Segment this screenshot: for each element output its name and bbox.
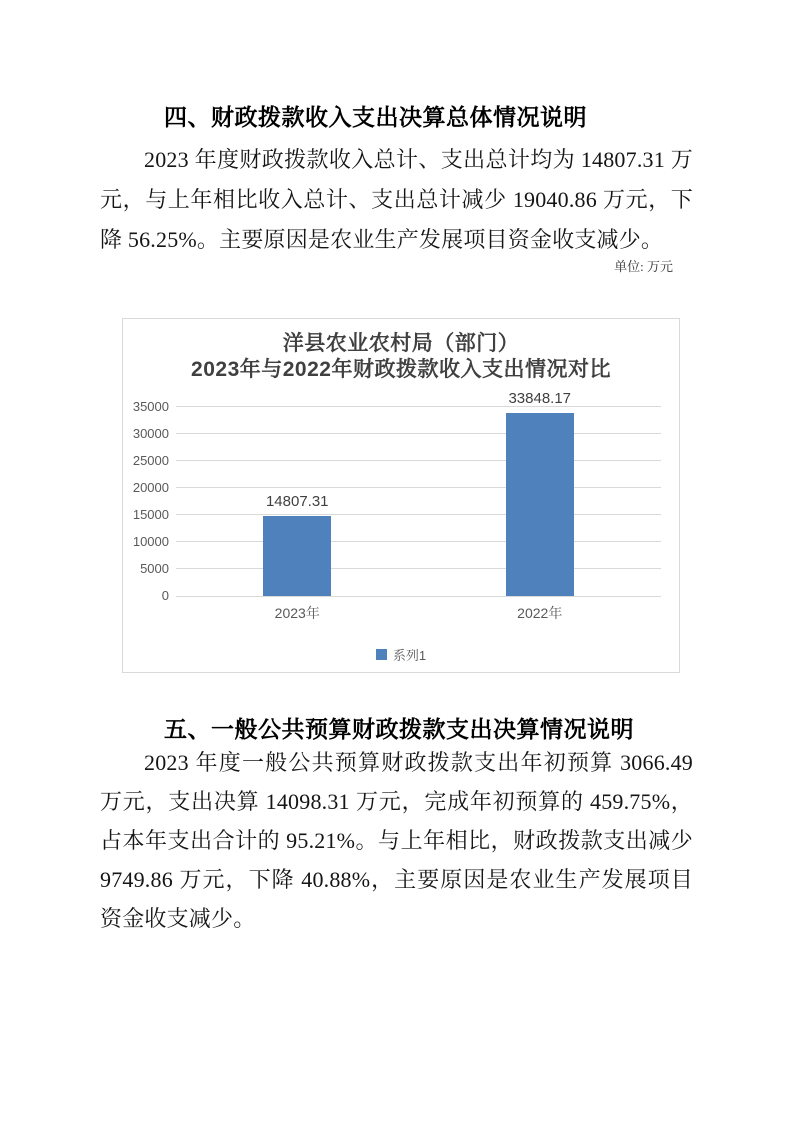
chart-title: [123, 331, 679, 383]
chart-unit-note: 单位: 万元: [614, 259, 673, 274]
section-5-paragraph: 2023 年度一般公共预算财政拨款支出年初预算 3066.49 万元，支出决算 14098.31 万元，完成年初预算的 459.75%，占本年支出合计的 95.21%。与上年相比，财政拨款支出减少 9749.86 万元，下降 40.88%，主要原因是农业生产发展项目资金收支减少。: [100, 750, 693, 931]
section-4-paragraph: 2023 年度财政拨款收入总计、支出总计均为 14807.31 万元，与上年相比收入总计、支出总计减少 19040.86 万元，下降 56.25%。主要原因是农业生产发展项目资金收支减少。: [100, 147, 693, 252]
gridline-25000: [176, 460, 661, 461]
y-axis-tick-label: 30000: [132, 425, 169, 441]
y-axis-tick-label: 35000: [132, 398, 169, 414]
gridline-0: [176, 596, 661, 597]
bar-chart: [122, 318, 680, 673]
y-axis-tick-label: 5000: [140, 560, 169, 576]
gridline-30000: [176, 433, 661, 434]
x-category-label-2023: 2023年: [274, 605, 320, 621]
gridline-5000: [176, 568, 661, 569]
bar-2023: [263, 516, 331, 596]
y-axis-tick-label: 20000: [132, 479, 169, 495]
chart-title-line-1: 洋县农业农村局（部门）: [282, 332, 520, 355]
section-4-heading: 四、财政拨款收入支出决算总体情况说明: [163, 104, 587, 130]
legend-series-label: 系列1: [392, 648, 427, 663]
bar-value-label-2023: 14807.31: [265, 492, 329, 510]
section-5-heading: 五、一般公共预算财政拨款支出决算情况说明: [163, 716, 634, 742]
x-category-label-2022: 2022年: [517, 605, 563, 621]
y-axis-tick-label: 10000: [132, 533, 169, 549]
bar-value-label-2022: 33848.17: [508, 389, 572, 407]
bar-2022: [506, 413, 574, 596]
chart-title-line-2: 2023年与2022年财政拨款收入支出情况对比: [191, 358, 611, 381]
gridline-20000: [176, 487, 661, 488]
gridline-15000: [176, 514, 661, 515]
y-axis-tick-label: 15000: [132, 506, 169, 522]
legend-swatch-icon: [376, 649, 387, 660]
chart-legend: [123, 645, 679, 664]
gridline-10000: [176, 541, 661, 542]
y-axis-tick-label: 0: [161, 588, 169, 603]
y-axis-tick-label: 25000: [132, 452, 169, 468]
